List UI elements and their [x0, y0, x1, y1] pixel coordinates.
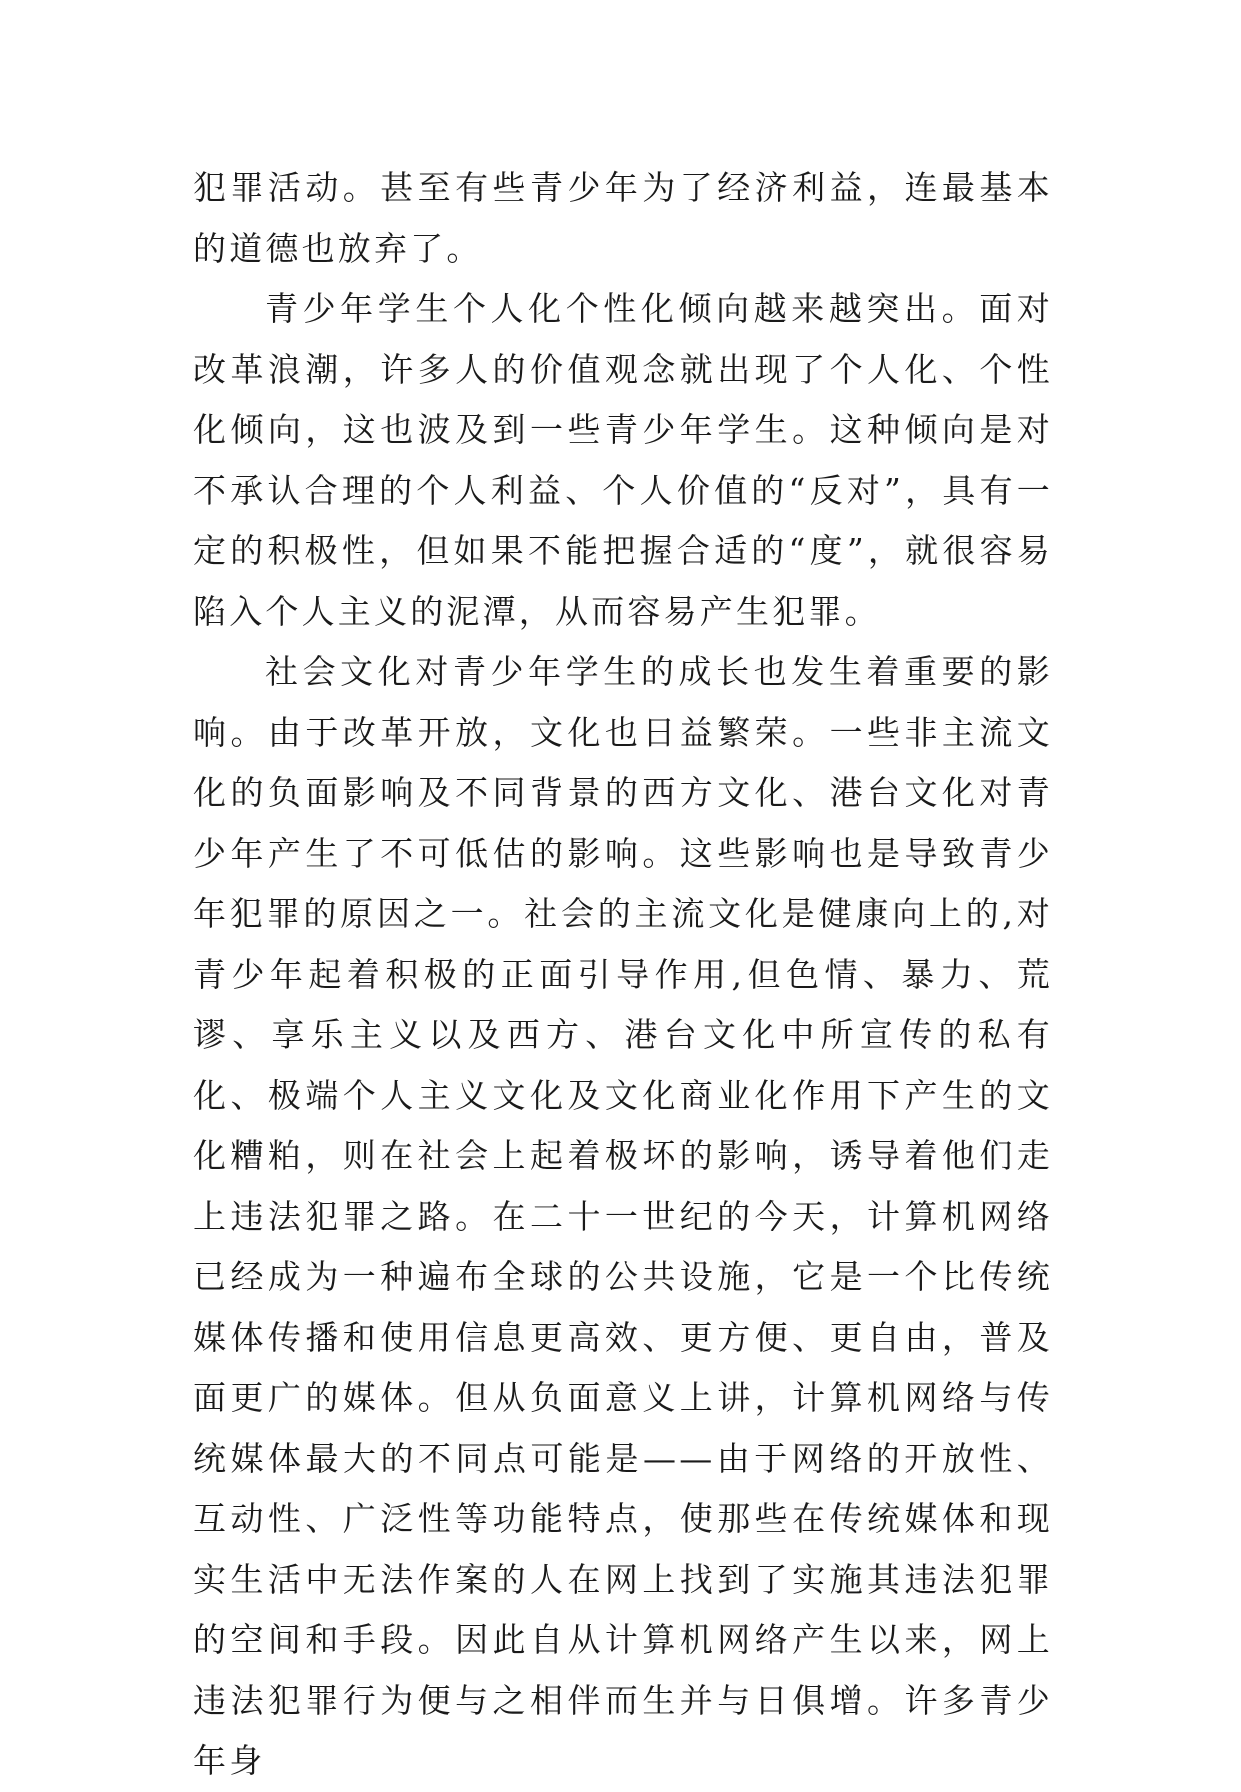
document-body: [193, 158, 1053, 1792]
paragraph: 社会文化对青少年学生的成长也发生着重要的影响。由于改革开放，文化也日益繁荣。一些非主流文化的负面影响及不同背景的西方文化、港台文化对青少年产生了不可低估的影响。这些影响也是导致青少年犯罪的原因之一。社会的主流文化是健康向上的,对青少年起着积极的正面引导作用,但色情、暴力、荒谬、享乐主义以及西方、港台文化中所宣传的私有化、极端个人主义文化及文化商业化作用下产生的文化糟粕，则在社会上起着极坏的影响，诱导着他们走上违法犯罪之路。在二十一世纪的今天，计算机网络已经成为一种遍布全球的公共设施，它是一个比传统媒体传播和使用信息更高效、更方便、更自由，普及面更广的媒体。但从负面意义上讲，计算机网络与传统媒体最大的不同点可能是——由于网络的开放性、互动性、广泛性等功能特点，使那些在传统媒体和现实生活中无法作案的人在网上找到了实施其违法犯罪的空间和手段。因此自从计算机网络产生以来，网上违法犯罪行为便与之相伴而生并与日俱增。许多青少年身: [193, 652, 1053, 1780]
paragraph-continuation: 犯罪活动。甚至有些青少年为了经济利益，连最基本的道德也放弃了。: [193, 168, 1053, 268]
paragraph: 青少年学生个人化个性化倾向越来越突出。面对改革浪潮，许多人的价值观念就出现了个人化、个性化倾向，这也波及到一些青少年学生。这种倾向是对不承认合理的个人利益、个人价值的“反对”，具有一定的积极性，但如果不能把握合适的“度”，就很容易陷入个人主义的泥潭，从而容易产生犯罪。: [193, 289, 1053, 631]
